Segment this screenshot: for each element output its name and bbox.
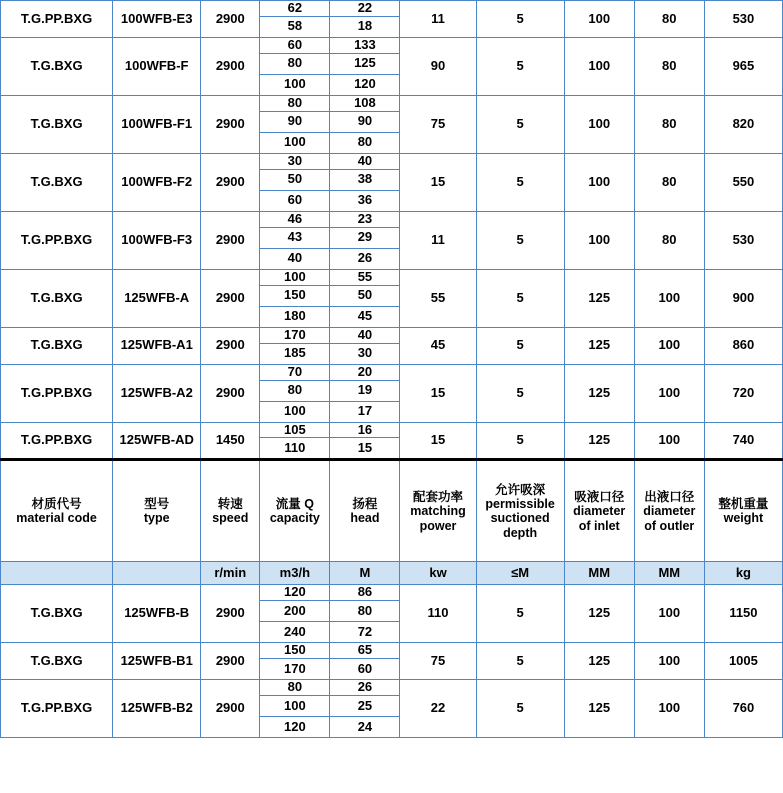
table-header-row xyxy=(1,460,783,562)
model-cell: 125WFB-A2 xyxy=(113,364,201,422)
table-row xyxy=(1,211,783,227)
suction-depth-cell: 5 xyxy=(476,211,564,269)
material-code-header xyxy=(1,460,113,562)
inlet-diameter-cell: 125 xyxy=(564,364,634,422)
capacity-cell: 58 xyxy=(260,16,330,37)
model-cell: 100WFB-E3 xyxy=(113,1,201,38)
head-cell: 80 xyxy=(330,132,400,153)
power-cell: 15 xyxy=(400,153,476,211)
suction-depth-cell: 5 xyxy=(476,327,564,364)
capacity-cell: 80 xyxy=(260,53,330,74)
capacity-header xyxy=(260,460,330,562)
capacity-cell: 150 xyxy=(260,643,330,659)
head-cell: 90 xyxy=(330,111,400,132)
suction-depth-cell: 5 xyxy=(476,95,564,153)
model-cell: 125WFB-A xyxy=(113,269,201,327)
inlet-diameter-cell: 100 xyxy=(564,1,634,38)
capacity-cell: 30 xyxy=(260,153,330,169)
power-cell: 15 xyxy=(400,364,476,422)
head-cell: 50 xyxy=(330,285,400,306)
speed-header-en: speed xyxy=(212,511,249,526)
table-row xyxy=(1,153,783,169)
power-cell: 90 xyxy=(400,37,476,95)
inlet-diameter-cell: 125 xyxy=(564,269,634,327)
capacity-cell: 46 xyxy=(260,211,330,227)
head-cell: 38 xyxy=(330,169,400,190)
unit-inlet: MM xyxy=(564,562,634,585)
inlet-diameter-cell: 125 xyxy=(564,680,634,738)
capacity-cell: 120 xyxy=(260,717,330,738)
table-units-row xyxy=(1,562,783,585)
inlet-diameter-header-cn: 吸液口径 xyxy=(574,489,625,504)
suction-depth-header-cn: 允许吸深 xyxy=(495,482,546,497)
suction-depth-cell: 5 xyxy=(476,37,564,95)
unit-depth: ≤M xyxy=(476,562,564,585)
weight-cell: 720 xyxy=(704,364,782,422)
speed-cell: 2900 xyxy=(201,327,260,364)
table-row xyxy=(1,680,783,696)
table-row xyxy=(1,37,783,53)
outlet-diameter-cell: 80 xyxy=(634,37,704,95)
inlet-diameter-header xyxy=(564,460,634,562)
head-cell: 133 xyxy=(330,37,400,53)
head-cell: 108 xyxy=(330,95,400,111)
weight-cell: 1005 xyxy=(704,643,782,680)
head-cell: 16 xyxy=(330,422,400,438)
table-row xyxy=(1,327,783,343)
power-cell: 75 xyxy=(400,643,476,680)
speed-cell: 2900 xyxy=(201,643,260,680)
speed-cell: 2900 xyxy=(201,37,260,95)
unit-material-code xyxy=(1,562,113,585)
power-cell: 11 xyxy=(400,211,476,269)
material-code-cell: T.G.PP.BXG xyxy=(1,422,113,460)
suction-depth-cell: 5 xyxy=(476,153,564,211)
speed-cell: 2900 xyxy=(201,269,260,327)
capacity-cell: 50 xyxy=(260,169,330,190)
capacity-header-cn: 流量 Q xyxy=(275,497,314,512)
head-cell: 120 xyxy=(330,74,400,95)
inlet-diameter-cell: 100 xyxy=(564,95,634,153)
material-code-header-en: material code xyxy=(16,511,97,526)
unit-power: kw xyxy=(400,562,476,585)
capacity-cell: 100 xyxy=(260,132,330,153)
power-cell: 75 xyxy=(400,95,476,153)
head-cell: 17 xyxy=(330,401,400,422)
model-cell: 125WFB-A1 xyxy=(113,327,201,364)
capacity-cell: 105 xyxy=(260,422,330,438)
model-cell: 100WFB-F xyxy=(113,37,201,95)
weight-cell: 1150 xyxy=(704,585,782,643)
material-code-cell: T.G.BXG xyxy=(1,95,113,153)
head-cell: 25 xyxy=(330,696,400,717)
head-cell: 65 xyxy=(330,643,400,659)
speed-cell: 2900 xyxy=(201,364,260,422)
suction-depth-cell: 5 xyxy=(476,680,564,738)
outlet-diameter-cell: 80 xyxy=(634,153,704,211)
suction-depth-header-en: permissible suctioned depth xyxy=(485,497,555,540)
weight-header xyxy=(704,460,782,562)
capacity-cell: 170 xyxy=(260,659,330,680)
model-header xyxy=(113,460,201,562)
power-header xyxy=(400,460,476,562)
suction-depth-cell: 5 xyxy=(476,643,564,680)
capacity-cell: 80 xyxy=(260,680,330,696)
capacity-cell: 40 xyxy=(260,248,330,269)
weight-header-cn: 整机重量 xyxy=(718,497,769,512)
head-cell: 15 xyxy=(330,438,400,460)
capacity-cell: 60 xyxy=(260,190,330,211)
material-code-cell: T.G.BXG xyxy=(1,643,113,680)
head-cell: 72 xyxy=(330,622,400,643)
inlet-diameter-cell: 100 xyxy=(564,37,634,95)
capacity-cell: 43 xyxy=(260,227,330,248)
suction-depth-cell: 5 xyxy=(476,1,564,38)
head-cell: 55 xyxy=(330,269,400,285)
inlet-diameter-cell: 125 xyxy=(564,585,634,643)
table-row xyxy=(1,269,783,285)
inlet-diameter-cell: 125 xyxy=(564,327,634,364)
capacity-cell: 62 xyxy=(260,1,330,17)
speed-header-cn: 转速 xyxy=(217,497,243,512)
power-cell: 55 xyxy=(400,269,476,327)
head-header-cn: 扬程 xyxy=(352,497,378,512)
capacity-cell: 70 xyxy=(260,364,330,380)
power-header-cn: 配套功率 xyxy=(413,489,464,504)
head-cell: 26 xyxy=(330,248,400,269)
suction-depth-cell: 5 xyxy=(476,585,564,643)
table-row xyxy=(1,1,783,17)
outlet-diameter-cell: 80 xyxy=(634,95,704,153)
capacity-cell: 185 xyxy=(260,343,330,364)
power-cell: 15 xyxy=(400,422,476,460)
material-code-cell: T.G.BXG xyxy=(1,585,113,643)
material-code-cell: T.G.PP.BXG xyxy=(1,211,113,269)
weight-cell: 760 xyxy=(704,680,782,738)
weight-cell: 860 xyxy=(704,327,782,364)
speed-cell: 1450 xyxy=(201,422,260,460)
outlet-diameter-cell: 80 xyxy=(634,1,704,38)
material-code-cell: T.G.PP.BXG xyxy=(1,680,113,738)
speed-cell: 2900 xyxy=(201,153,260,211)
capacity-cell: 240 xyxy=(260,622,330,643)
model-cell: 125WFB-B1 xyxy=(113,643,201,680)
head-cell: 36 xyxy=(330,190,400,211)
outlet-diameter-cell: 100 xyxy=(634,643,704,680)
suction-depth-header xyxy=(476,460,564,562)
power-cell: 45 xyxy=(400,327,476,364)
outlet-diameter-cell: 100 xyxy=(634,680,704,738)
outlet-diameter-header-cn: 出液口径 xyxy=(644,489,695,504)
head-cell: 40 xyxy=(330,153,400,169)
capacity-cell: 100 xyxy=(260,401,330,422)
power-cell: 11 xyxy=(400,1,476,38)
material-code-header-cn: 材质代号 xyxy=(31,497,82,512)
head-cell: 23 xyxy=(330,211,400,227)
weight-cell: 550 xyxy=(704,153,782,211)
material-code-cell: T.G.BXG xyxy=(1,269,113,327)
capacity-cell: 110 xyxy=(260,438,330,460)
table-row xyxy=(1,643,783,659)
outlet-diameter-cell: 100 xyxy=(634,422,704,460)
head-cell: 30 xyxy=(330,343,400,364)
material-code-cell: T.G.PP.BXG xyxy=(1,1,113,38)
head-cell: 86 xyxy=(330,585,400,601)
model-cell: 125WFB-B2 xyxy=(113,680,201,738)
head-header-en: head xyxy=(350,511,380,526)
speed-header xyxy=(201,460,260,562)
unit-head: M xyxy=(330,562,400,585)
capacity-cell: 100 xyxy=(260,74,330,95)
outlet-diameter-cell: 100 xyxy=(634,269,704,327)
table-row xyxy=(1,585,783,601)
head-cell: 60 xyxy=(330,659,400,680)
speed-cell: 2900 xyxy=(201,1,260,38)
head-cell: 24 xyxy=(330,717,400,738)
capacity-cell: 100 xyxy=(260,269,330,285)
power-cell: 22 xyxy=(400,680,476,738)
outlet-diameter-cell: 100 xyxy=(634,585,704,643)
inlet-diameter-cell: 100 xyxy=(564,211,634,269)
head-cell: 26 xyxy=(330,680,400,696)
table-row xyxy=(1,364,783,380)
weight-header-en: weight xyxy=(723,511,764,526)
head-cell: 40 xyxy=(330,327,400,343)
head-cell: 22 xyxy=(330,1,400,17)
unit-speed: r/min xyxy=(201,562,260,585)
speed-cell: 2900 xyxy=(201,680,260,738)
weight-cell: 965 xyxy=(704,37,782,95)
inlet-diameter-cell: 125 xyxy=(564,422,634,460)
weight-cell: 740 xyxy=(704,422,782,460)
outlet-diameter-cell: 100 xyxy=(634,364,704,422)
capacity-cell: 80 xyxy=(260,380,330,401)
speed-cell: 2900 xyxy=(201,585,260,643)
weight-cell: 530 xyxy=(704,1,782,38)
head-cell: 80 xyxy=(330,601,400,622)
material-code-cell: T.G.BXG xyxy=(1,327,113,364)
model-cell: 125WFB-B xyxy=(113,585,201,643)
capacity-cell: 90 xyxy=(260,111,330,132)
weight-cell: 530 xyxy=(704,211,782,269)
head-cell: 18 xyxy=(330,16,400,37)
weight-cell: 820 xyxy=(704,95,782,153)
capacity-cell: 80 xyxy=(260,95,330,111)
model-header-cn: 型号 xyxy=(144,497,170,512)
table-row xyxy=(1,422,783,438)
head-header xyxy=(330,460,400,562)
material-code-cell: T.G.BXG xyxy=(1,37,113,95)
suction-depth-cell: 5 xyxy=(476,422,564,460)
capacity-cell: 170 xyxy=(260,327,330,343)
model-header-en: type xyxy=(143,511,170,526)
material-code-cell: T.G.PP.BXG xyxy=(1,364,113,422)
model-cell: 100WFB-F2 xyxy=(113,153,201,211)
capacity-cell: 60 xyxy=(260,37,330,53)
speed-cell: 2900 xyxy=(201,211,260,269)
unit-outlet: MM xyxy=(634,562,704,585)
unit-weight: kg xyxy=(704,562,782,585)
outlet-diameter-cell: 80 xyxy=(634,211,704,269)
power-cell: 110 xyxy=(400,585,476,643)
capacity-cell: 180 xyxy=(260,306,330,327)
capacity-cell: 150 xyxy=(260,285,330,306)
unit-model xyxy=(113,562,201,585)
material-code-cell: T.G.BXG xyxy=(1,153,113,211)
suction-depth-cell: 5 xyxy=(476,364,564,422)
model-cell: 125WFB-AD xyxy=(113,422,201,460)
speed-cell: 2900 xyxy=(201,95,260,153)
suction-depth-cell: 5 xyxy=(476,269,564,327)
table-row xyxy=(1,95,783,111)
model-cell: 100WFB-F3 xyxy=(113,211,201,269)
head-cell: 29 xyxy=(330,227,400,248)
inlet-diameter-header-en: diameter of inlet xyxy=(573,504,626,533)
model-cell: 100WFB-F1 xyxy=(113,95,201,153)
unit-capacity: m3/h xyxy=(260,562,330,585)
outlet-diameter-cell: 100 xyxy=(634,327,704,364)
capacity-header-en: capacity xyxy=(269,511,320,526)
outlet-diameter-header-en: diameter of outler xyxy=(643,504,696,533)
outlet-diameter-header xyxy=(634,460,704,562)
weight-cell: 900 xyxy=(704,269,782,327)
inlet-diameter-cell: 100 xyxy=(564,153,634,211)
head-cell: 125 xyxy=(330,53,400,74)
head-cell: 45 xyxy=(330,306,400,327)
power-header-en: matching power xyxy=(410,504,466,533)
head-cell: 20 xyxy=(330,364,400,380)
head-cell: 19 xyxy=(330,380,400,401)
capacity-cell: 120 xyxy=(260,585,330,601)
inlet-diameter-cell: 125 xyxy=(564,643,634,680)
capacity-cell: 200 xyxy=(260,601,330,622)
capacity-cell: 100 xyxy=(260,696,330,717)
